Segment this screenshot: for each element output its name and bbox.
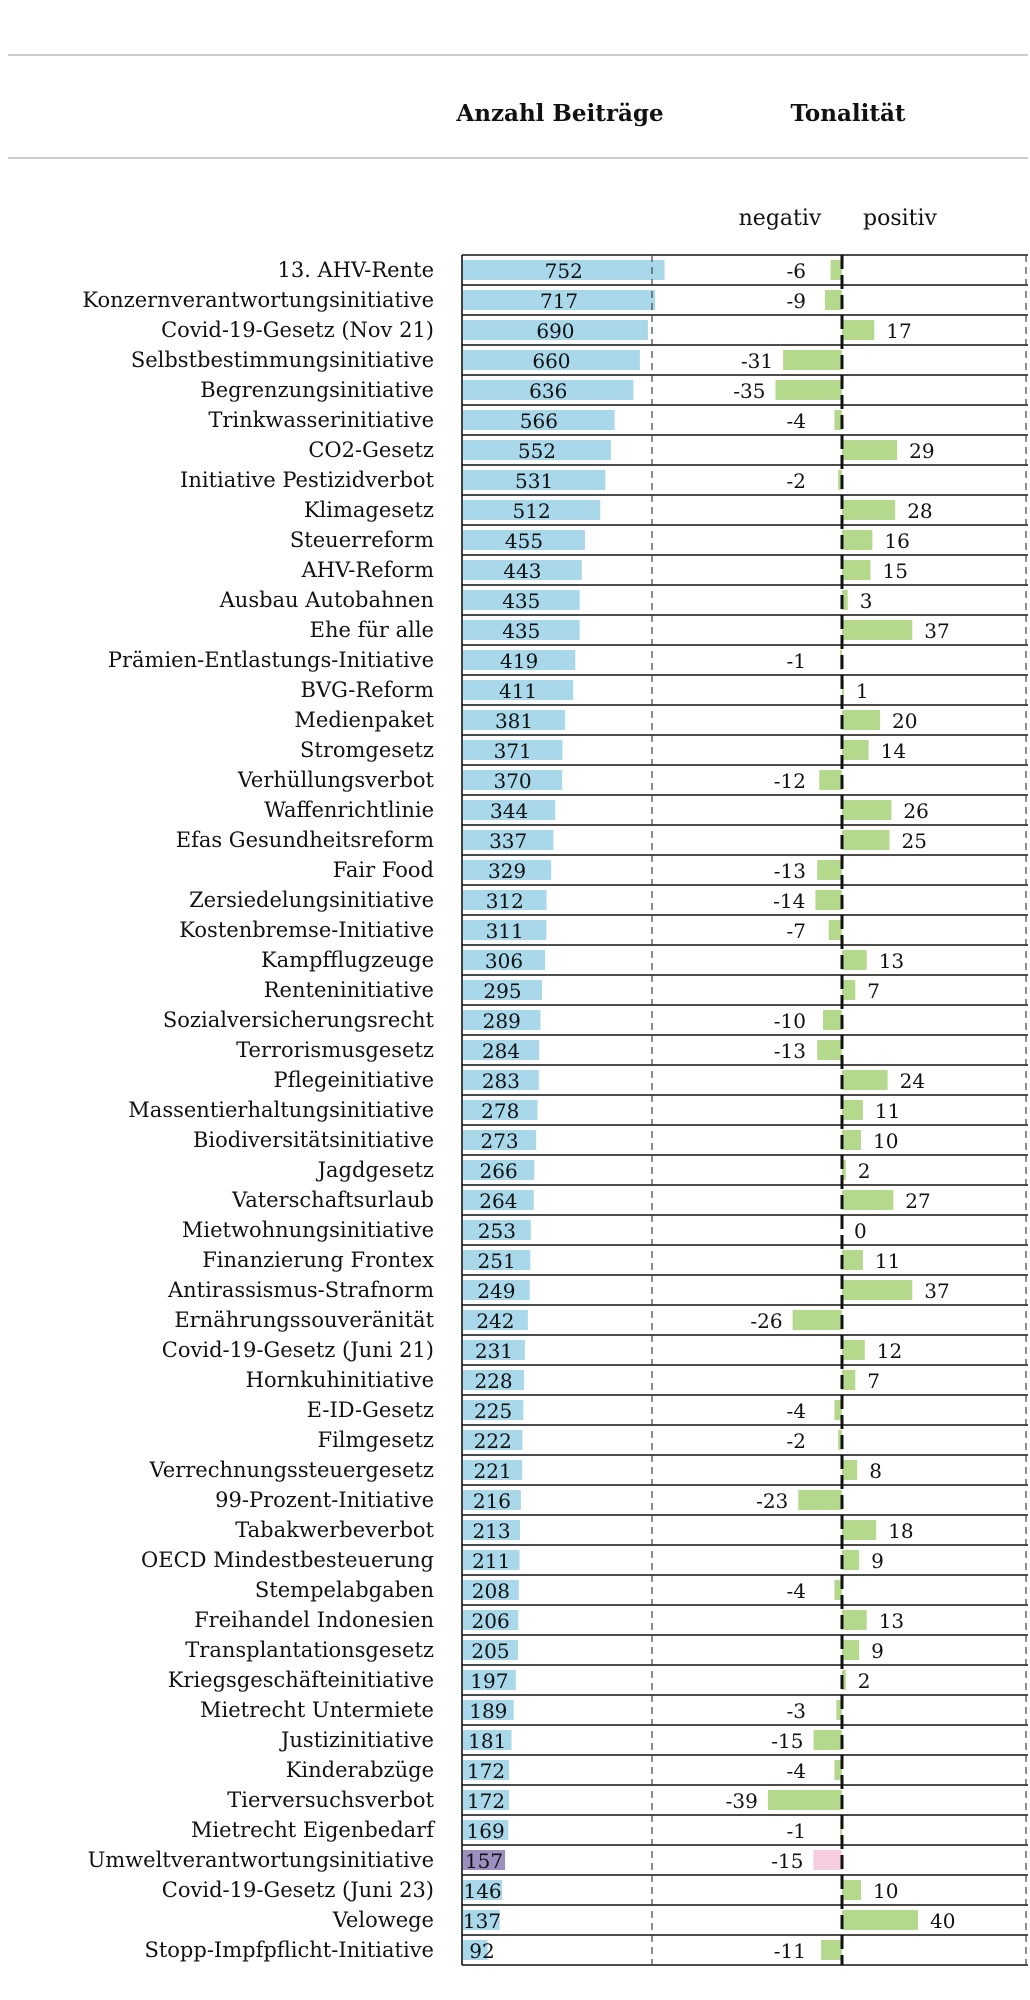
- count-value-label: 435: [502, 619, 541, 643]
- category-label: CO2-Gesetz: [308, 438, 434, 462]
- tone-value-label: -14: [773, 889, 806, 913]
- category-label: Transplantationsgesetz: [185, 1638, 434, 1662]
- tone-bar: [842, 1880, 861, 1900]
- count-value-label: 253: [477, 1219, 516, 1243]
- tone-bar: [842, 1460, 857, 1480]
- category-label: Kinderabzüge: [285, 1758, 434, 1782]
- tone-value-label: -2: [786, 1429, 806, 1453]
- count-value-label: 283: [481, 1069, 521, 1093]
- category-label: Stromgesetz: [300, 738, 434, 762]
- tone-value-label: 12: [876, 1339, 903, 1363]
- category-label: Stopp-Impfpflicht-Initiative: [144, 1938, 434, 1962]
- count-value-label: 157: [464, 1849, 504, 1873]
- category-label: Mietrecht Eigenbedarf: [190, 1818, 434, 1842]
- category-label: Ausbau Autobahnen: [219, 588, 434, 612]
- count-value-label: 273: [480, 1129, 519, 1153]
- tone-bar: [829, 920, 842, 940]
- tone-bar: [819, 770, 842, 790]
- tone-bar: [814, 1850, 843, 1870]
- category-label: Prämien-Entlastungs-Initiative: [107, 648, 434, 672]
- tone-value-label: -11: [773, 1939, 806, 1963]
- tone-value-label: 14: [880, 739, 907, 763]
- category-label: Antirassismus-Strafnorm: [167, 1278, 434, 1302]
- category-label: Finanzierung Frontex: [202, 1248, 434, 1272]
- tone-bar: [817, 860, 842, 880]
- category-label: OECD Mindestbesteuerung: [141, 1548, 434, 1572]
- tone-bar: [842, 320, 874, 340]
- category-label: Medienpaket: [294, 708, 434, 732]
- count-value-label: 531: [515, 469, 554, 493]
- count-value-label: 213: [472, 1519, 511, 1543]
- category-label: Kriegsgeschäfteinitiative: [167, 1668, 434, 1692]
- tone-value-label: 0: [854, 1219, 867, 1243]
- tone-value-label: 18: [888, 1519, 914, 1543]
- category-label: Terrorismusgesetz: [236, 1038, 434, 1062]
- tone-bar: [842, 1190, 893, 1210]
- tone-value-label: -13: [773, 859, 806, 883]
- count-value-label: 266: [479, 1159, 518, 1183]
- tone-value-label: 9: [871, 1639, 884, 1663]
- count-value-label: 566: [519, 409, 558, 433]
- tone-value-label: -13: [773, 1039, 806, 1063]
- category-label: Pflegeinitiative: [273, 1068, 434, 1092]
- tone-value-label: 17: [886, 319, 912, 343]
- tone-bar: [842, 1250, 863, 1270]
- tone-value-label: 10: [873, 1129, 899, 1153]
- tone-value-label: -26: [750, 1309, 783, 1333]
- count-value-label: 419: [500, 649, 539, 673]
- tone-value-label: 27: [905, 1189, 931, 1213]
- count-value-label: 92: [469, 1939, 495, 1963]
- tone-bar: [842, 1280, 912, 1300]
- tone-value-label: -2: [786, 469, 806, 493]
- count-value-label: 137: [462, 1909, 502, 1933]
- count-value-label: 455: [504, 529, 544, 553]
- count-value-label: 312: [485, 889, 524, 913]
- count-value-label: 211: [472, 1549, 511, 1573]
- count-value-label: 264: [479, 1189, 518, 1213]
- tone-value-label: 11: [874, 1249, 901, 1273]
- count-value-label: 205: [471, 1639, 510, 1663]
- tone-value-label: 2: [857, 1159, 871, 1183]
- tone-bar: [842, 830, 890, 850]
- count-value-label: 381: [494, 709, 534, 733]
- count-value-label: 231: [474, 1339, 514, 1363]
- tone-value-label: -3: [786, 1699, 806, 1723]
- tone-bar: [814, 1730, 843, 1750]
- count-value-label: 295: [483, 979, 522, 1003]
- tone-value-label: -1: [786, 1819, 806, 1843]
- category-label: Ehe für alle: [309, 618, 434, 642]
- category-label: Verhüllungsverbot: [237, 768, 434, 792]
- count-value-label: 660: [532, 349, 571, 373]
- tone-value-label: -31: [740, 349, 774, 373]
- category-label: Selbstbestimmungsinitiative: [130, 348, 434, 372]
- count-value-label: 636: [529, 379, 568, 403]
- category-label: Trinkwasserinitiative: [208, 408, 434, 432]
- tone-header: Tonalität: [790, 100, 906, 127]
- tone-value-label: 37: [924, 619, 950, 643]
- tone-value-label: -1: [786, 649, 806, 673]
- tone-value-label: 2: [857, 1669, 871, 1693]
- tone-bar: [825, 290, 842, 310]
- tone-bar: [815, 890, 842, 910]
- count-value-label: 222: [473, 1429, 512, 1453]
- tone-value-label: 10: [873, 1879, 899, 1903]
- count-value-label: 221: [473, 1459, 512, 1483]
- count-value-label: 146: [463, 1879, 502, 1903]
- tone-bar: [842, 980, 855, 1000]
- tone-bar: [842, 1100, 863, 1120]
- tone-bar: [793, 1310, 842, 1330]
- tone-value-label: -10: [773, 1009, 806, 1033]
- category-label: Covid-19-Gesetz (Juni 23): [161, 1878, 434, 1902]
- count-value-label: 284: [481, 1039, 521, 1063]
- count-value-label: 337: [489, 829, 528, 853]
- category-label: Efas Gesundheitsreform: [175, 828, 434, 852]
- tone-bar: [842, 530, 872, 550]
- count-value-label: 172: [466, 1759, 506, 1783]
- category-label: BVG-Reform: [300, 678, 434, 702]
- category-label: Steuerreform: [289, 528, 434, 552]
- category-label: Renteninitiative: [263, 978, 434, 1002]
- category-label: 13. AHV-Rente: [277, 258, 434, 282]
- tone-value-label: -6: [786, 259, 806, 283]
- count-value-label: 717: [539, 289, 579, 313]
- category-label: Stempelabgaben: [254, 1578, 434, 1602]
- count-value-label: 690: [536, 319, 575, 343]
- category-label: Konzernverantwortungsinitiative: [82, 288, 434, 312]
- category-label: Jagdgesetz: [317, 1158, 434, 1182]
- category-label: Biodiversitätsinitiative: [192, 1128, 434, 1152]
- count-value-label: 329: [487, 859, 527, 883]
- count-value-label: 552: [517, 439, 557, 463]
- negative-label: negativ: [738, 206, 822, 231]
- tone-value-label: 11: [874, 1099, 901, 1123]
- tone-value-label: -15: [771, 1849, 804, 1873]
- category-label: Verrechnungssteuergesetz: [149, 1458, 434, 1482]
- tone-bar: [842, 740, 869, 760]
- category-label: Massentierhaltungsinitiative: [128, 1098, 434, 1122]
- count-value-label: 251: [477, 1249, 516, 1273]
- category-label: Fair Food: [332, 858, 434, 882]
- count-value-label: 249: [477, 1279, 516, 1303]
- tone-value-label: 13: [878, 1609, 905, 1633]
- count-value-label: 512: [512, 499, 551, 523]
- tone-value-label: 26: [903, 799, 929, 823]
- count-value-label: 181: [468, 1729, 507, 1753]
- tone-value-label: -9: [786, 289, 806, 313]
- tone-value-label: -23: [756, 1489, 789, 1513]
- tone-value-label: -4: [786, 1579, 806, 1603]
- tone-value-label: 7: [867, 1369, 881, 1393]
- tone-bar: [842, 560, 871, 580]
- tone-bar: [842, 1610, 867, 1630]
- tone-bar: [842, 440, 897, 460]
- tone-value-label: -4: [786, 1759, 806, 1783]
- tone-value-label: 20: [892, 709, 918, 733]
- count-value-label: 371: [493, 739, 532, 763]
- count-header: Anzahl Beiträge: [456, 100, 664, 127]
- tone-bar: [842, 950, 867, 970]
- tone-bar: [842, 1640, 859, 1660]
- tone-bar: [842, 1520, 876, 1540]
- category-label: Filmgesetz: [317, 1428, 434, 1452]
- category-label: Tierversuchsverbot: [227, 1788, 434, 1812]
- tone-bar: [823, 1010, 842, 1030]
- count-value-label: 189: [469, 1699, 508, 1723]
- tone-bar: [842, 800, 891, 820]
- tone-bar: [798, 1490, 842, 1510]
- category-label: E-ID-Gesetz: [306, 1398, 434, 1422]
- tone-value-label: 7: [867, 979, 881, 1003]
- tone-bar: [842, 710, 880, 730]
- category-label: Justizinitiative: [280, 1728, 434, 1752]
- tone-value-label: -35: [733, 379, 766, 403]
- tone-bar: [842, 1130, 861, 1150]
- category-label: Initiative Pestizidverbot: [180, 468, 434, 492]
- tone-value-label: -39: [725, 1789, 758, 1813]
- tone-bar: [842, 1550, 859, 1570]
- tone-value-label: 15: [882, 559, 908, 583]
- count-value-label: 225: [474, 1399, 513, 1423]
- count-value-label: 411: [498, 679, 538, 703]
- count-value-label: 435: [502, 589, 541, 613]
- tone-bar: [831, 260, 842, 280]
- tone-value-label: -4: [786, 1399, 806, 1423]
- count-value-label: 344: [490, 799, 529, 823]
- category-label: Kampfflugzeuge: [260, 948, 434, 972]
- category-label: Covid-19-Gesetz (Nov 21): [161, 318, 434, 342]
- tone-value-label: 24: [899, 1069, 926, 1093]
- category-label: Freihandel Indonesien: [194, 1608, 434, 1632]
- tone-value-label: 25: [901, 829, 927, 853]
- category-label: AHV-Reform: [301, 558, 434, 582]
- count-value-label: 228: [474, 1369, 513, 1393]
- count-value-label: 216: [472, 1489, 512, 1513]
- tone-value-label: 16: [884, 529, 910, 553]
- tone-value-label: 29: [909, 439, 935, 463]
- tone-value-label: -7: [786, 919, 806, 943]
- tone-bar: [842, 500, 895, 520]
- category-label: Klimagesetz: [303, 498, 434, 522]
- category-label: Umweltverantwortungsinitiative: [87, 1848, 434, 1872]
- category-label: Mietrecht Untermiete: [199, 1698, 434, 1722]
- category-label: Vaterschaftsurlaub: [231, 1188, 434, 1212]
- tone-value-label: 9: [871, 1549, 884, 1573]
- count-value-label: 208: [471, 1579, 510, 1603]
- category-label: Zersiedelungsinitiative: [189, 888, 434, 912]
- tone-bar: [842, 1340, 865, 1360]
- tone-bar: [842, 1910, 918, 1930]
- tone-value-label: 28: [907, 499, 933, 523]
- count-value-label: 169: [466, 1819, 505, 1843]
- count-value-label: 278: [481, 1099, 520, 1123]
- category-label: Tabakwerbeverbot: [235, 1518, 434, 1542]
- category-label: Sozialversicherungsrecht: [162, 1008, 434, 1032]
- category-label: Covid-19-Gesetz (Juni 21): [161, 1338, 434, 1362]
- count-value-label: 197: [470, 1669, 509, 1693]
- count-value-label: 443: [503, 559, 542, 583]
- count-value-label: 289: [482, 1009, 521, 1033]
- category-label: Hornkuhinitiative: [245, 1368, 434, 1392]
- tone-value-label: 1: [855, 679, 869, 703]
- tone-value-label: 8: [869, 1459, 882, 1483]
- tone-value-label: 3: [859, 589, 873, 613]
- category-label: 99-Prozent-Initiative: [215, 1488, 434, 1512]
- positive-label: positiv: [863, 206, 937, 231]
- count-value-label: 311: [485, 919, 524, 943]
- category-label: Begrenzungsinitiative: [200, 378, 434, 402]
- tone-value-label: 40: [930, 1909, 956, 1933]
- tone-bar: [776, 380, 843, 400]
- count-value-label: 306: [484, 949, 524, 973]
- tone-bar: [842, 1070, 888, 1090]
- tone-value-label: -15: [771, 1729, 804, 1753]
- category-label: Mietwohnungsinitiative: [181, 1218, 434, 1242]
- tone-value-label: 13: [878, 949, 905, 973]
- tone-bar: [842, 620, 912, 640]
- count-value-label: 206: [471, 1609, 510, 1633]
- tone-bar: [817, 1040, 842, 1060]
- category-label: Velowege: [332, 1908, 434, 1932]
- count-value-label: 242: [476, 1309, 515, 1333]
- count-value-label: 370: [493, 769, 532, 793]
- category-label: Waffenrichtlinie: [264, 798, 434, 822]
- tone-value-label: -4: [786, 409, 806, 433]
- tone-bar: [768, 1790, 842, 1810]
- tone-value-label: 37: [924, 1279, 950, 1303]
- category-label: Kostenbremse-Initiative: [179, 918, 434, 942]
- tone-bar: [821, 1940, 842, 1960]
- count-value-label: 172: [466, 1789, 506, 1813]
- count-value-label: 752: [544, 259, 583, 283]
- tone-bar: [783, 350, 842, 370]
- tone-bar: [842, 1370, 855, 1390]
- category-label: Ernährungssouveränität: [174, 1308, 434, 1332]
- tone-value-label: -12: [773, 769, 806, 793]
